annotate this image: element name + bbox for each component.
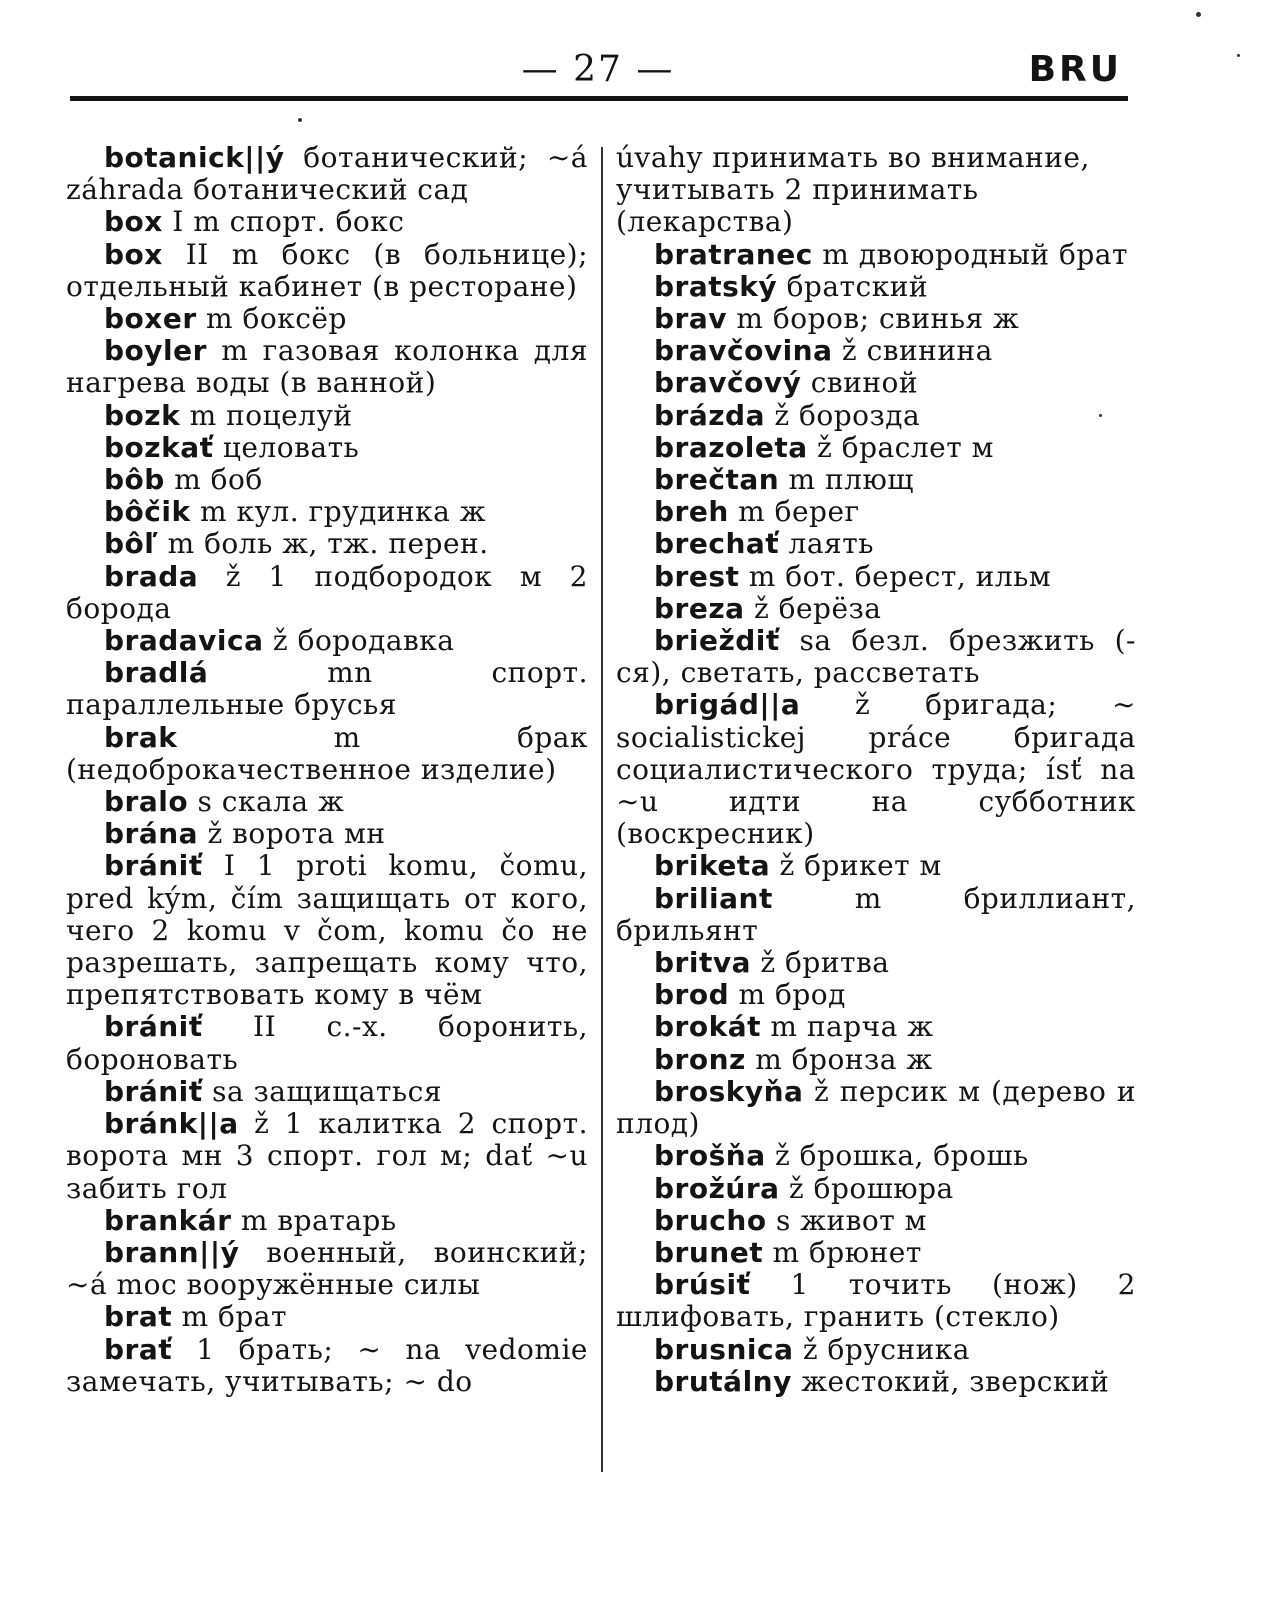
entry-headword: broskyňa xyxy=(654,1074,804,1108)
entry-headword: brann||ý xyxy=(104,1235,240,1269)
entry-definition: II с.-х. боронить, бороновать xyxy=(66,1010,588,1076)
dictionary-entry xyxy=(66,239,588,303)
dictionary-entry xyxy=(66,1301,588,1333)
print-speck xyxy=(1196,12,1201,17)
dictionary-entry xyxy=(66,1011,588,1075)
column-divider xyxy=(601,147,603,1472)
dictionary-entry xyxy=(66,142,588,206)
dictionary-entry xyxy=(616,335,1136,367)
continuation-text: úvahy принимать во внимание, учитывать 2 принимать (лекарства) xyxy=(616,141,1090,239)
dictionary-entry xyxy=(616,883,1136,947)
dictionary-entry xyxy=(66,561,588,625)
entry-definition: m брат xyxy=(172,1300,287,1334)
entry-headword: bravčový xyxy=(654,366,802,400)
entry-definition: m бриллиант, брильянт xyxy=(616,881,1136,947)
entry-headword: brúsiť xyxy=(654,1268,751,1302)
entry-headword: brucho xyxy=(654,1203,767,1237)
dictionary-entry xyxy=(66,818,588,850)
entry-headword: bozk xyxy=(104,398,181,432)
dictionary-entry xyxy=(616,271,1136,303)
entry-headword: brieždiť xyxy=(654,624,780,658)
entry-definition: ботанический; ∼á záhrada ботанический сад xyxy=(66,141,588,207)
entry-headword: brána xyxy=(104,817,199,851)
dictionary-entry xyxy=(66,303,588,335)
entry-headword: bratranec xyxy=(654,237,813,271)
entry-headword: brod xyxy=(654,978,730,1012)
print-speck xyxy=(298,118,302,122)
left-column xyxy=(66,142,588,1398)
entry-headword: brav xyxy=(654,302,727,336)
entry-definition: I 1 proti komu, čomu, pred kým, čím защищать от кого, чего 2 komu v čom, komu čo не разрешать, запрещать кому что, препятствовать кому в чём xyxy=(66,849,588,1012)
page-number: — 27 — xyxy=(521,49,675,90)
dictionary-entry xyxy=(616,1011,1136,1043)
print-speck xyxy=(1237,54,1240,57)
entry-definition: sa безл. брезжить (-ся), светать, рассветать xyxy=(616,624,1136,690)
entry-headword: brunet xyxy=(654,1235,764,1269)
entry-headword: brániť xyxy=(104,849,203,883)
entry-definition: ž 1 калитка 2 спорт. ворота мн 3 спорт. гол м; dať ∼u забить гол xyxy=(66,1107,588,1205)
entry-headword: boxer xyxy=(104,302,197,336)
entry-headword: botanick||ý xyxy=(104,141,285,174)
dictionary-entry xyxy=(66,722,588,786)
entry-headword: brázda xyxy=(654,398,765,432)
dictionary-entry xyxy=(66,1237,588,1301)
dictionary-entry xyxy=(616,625,1136,689)
entry-definition: sa защищаться xyxy=(202,1074,442,1108)
entry-definition: m поцелуй xyxy=(180,398,353,432)
dictionary-entry xyxy=(616,1044,1136,1076)
dictionary-entry xyxy=(66,400,588,432)
entry-definition: m берег xyxy=(728,495,860,529)
entry-definition: военный, воинский; ∼á moc вооружённые силы xyxy=(66,1235,588,1302)
entry-definition: m боль ж, тж. перен. xyxy=(158,527,489,561)
entry-definition: ž брошка, брошь xyxy=(765,1139,1029,1173)
entry-headword: brest xyxy=(654,559,740,593)
entry-definition: свиной xyxy=(801,366,919,400)
dictionary-entry xyxy=(616,528,1136,560)
dictionary-entry xyxy=(616,367,1136,399)
dictionary-entry xyxy=(66,1205,588,1237)
dictionary-entry xyxy=(616,1366,1136,1398)
entry-headword: brechať xyxy=(654,527,780,561)
entry-headword: brigád||a xyxy=(654,688,801,722)
entry-definition: ž бригада; ∼ socialistickej práce бригада социалистического труда; ísť na ∼u идти на субботник (воскресник) xyxy=(616,688,1136,851)
entry-headword: brada xyxy=(104,559,199,593)
entry-definition: s живот м xyxy=(766,1203,927,1237)
entry-headword: box xyxy=(104,205,163,239)
dictionary-entry xyxy=(66,496,588,528)
entry-definition: m парча ж xyxy=(761,1010,934,1044)
dictionary-entry xyxy=(616,979,1136,1011)
entry-headword: bôľ xyxy=(104,527,159,561)
entry-headword: bránk||a xyxy=(104,1107,239,1141)
entry-headword: bôb xyxy=(104,463,165,497)
dictionary-entry xyxy=(616,239,1136,271)
entry-definition: II m бокс (в больнице); отдельный кабинет (в ресторане) xyxy=(66,237,588,303)
entry-headword: brokát xyxy=(654,1010,761,1044)
left-entries xyxy=(66,142,588,1398)
dictionary-entry xyxy=(66,625,588,657)
entry-definition: s скала ж xyxy=(188,785,345,819)
dictionary-entry xyxy=(616,1173,1136,1205)
entry-headword: bravčovina xyxy=(654,334,833,368)
dictionary-entry xyxy=(66,1076,588,1108)
entry-definition: ž персик м (дерево и плод) xyxy=(616,1074,1136,1141)
dictionary-entry xyxy=(616,947,1136,979)
entry-definition: I m спорт. бокс xyxy=(162,205,405,239)
entry-definition: ž свинина xyxy=(832,334,993,368)
entry-headword: brazoleta xyxy=(654,430,808,464)
dictionary-entry xyxy=(66,432,588,464)
dictionary-entry xyxy=(66,206,588,238)
entry-headword: bradlá xyxy=(104,656,209,690)
entry-definition: m вратарь xyxy=(231,1203,397,1237)
entry-headword: brutálny xyxy=(654,1364,792,1398)
entry-definition: m газовая колонка для нагрева воды (в ванной) xyxy=(66,334,588,400)
dictionary-entry xyxy=(616,400,1136,432)
dictionary-entry xyxy=(66,786,588,818)
entry-definition: братский xyxy=(777,269,929,303)
entry-headword: brečtan xyxy=(654,463,780,497)
dictionary-entry xyxy=(66,335,588,399)
entry-definition: 1 брать; ∼ na vedomie замечать, учитывать; ∼ do xyxy=(66,1332,588,1398)
dictionary-entry xyxy=(616,1140,1136,1172)
dictionary-entry xyxy=(616,850,1136,882)
entry-headword: brať xyxy=(104,1332,173,1366)
dictionary-entry xyxy=(66,528,588,560)
entry-definition: ž браслет м xyxy=(807,430,994,464)
entry-headword: bralo xyxy=(104,785,189,819)
entry-headword: bradavica xyxy=(104,624,264,658)
entry-headword: brošňa xyxy=(654,1139,766,1173)
entry-headword: briliant xyxy=(654,881,773,915)
entry-headword: bronz xyxy=(654,1042,746,1076)
entry-definition: m брод xyxy=(729,978,846,1012)
dictionary-entry xyxy=(66,657,588,721)
dictionary-entry xyxy=(66,1108,588,1205)
right-entries xyxy=(616,239,1136,1398)
entry-definition: ž борозда xyxy=(764,398,921,432)
dictionary-entry xyxy=(616,593,1136,625)
entry-headword: britva xyxy=(654,946,751,980)
dictionary-entry xyxy=(616,1076,1136,1140)
entry-definition: ž бритва xyxy=(750,946,890,980)
entry-definition: m брюнет xyxy=(763,1235,922,1269)
entry-definition: ž берёза xyxy=(744,591,882,625)
entry-headword: brániť xyxy=(104,1074,203,1108)
entry-definition: m боров; свинья ж xyxy=(727,302,1020,336)
dictionary-entry xyxy=(616,432,1136,464)
entry-definition: m боксёр xyxy=(196,302,347,336)
entry-headword: breza xyxy=(654,591,745,625)
entry-headword: boyler xyxy=(104,334,207,368)
dictionary-entry xyxy=(66,1334,588,1398)
guide-word: BRU xyxy=(1028,49,1122,90)
entry-headword: brat xyxy=(104,1300,173,1334)
entry-definition: m двоюродный брат xyxy=(812,237,1128,271)
entry-headword: brankár xyxy=(104,1203,232,1237)
dictionary-entry xyxy=(616,1237,1136,1269)
dictionary-entry xyxy=(616,1205,1136,1237)
page-header xyxy=(70,42,1126,98)
dictionary-entry xyxy=(616,1269,1136,1333)
entry-definition: 1 точить (нож) 2 шлифовать, гранить (стекло) xyxy=(616,1268,1136,1334)
dictionary-entry xyxy=(616,561,1136,593)
dictionary-entry xyxy=(616,303,1136,335)
entry-headword: breh xyxy=(654,495,729,529)
entry-definition: ž 1 подбородок м 2 борода xyxy=(66,559,588,625)
dictionary-entry xyxy=(616,464,1136,496)
dictionary-entry xyxy=(66,850,588,1011)
entry-definition: m бот. берест, ильм xyxy=(739,559,1052,593)
dictionary-entry xyxy=(616,496,1136,528)
dictionary-entry xyxy=(616,1334,1136,1366)
header-rule xyxy=(70,96,1128,101)
entry-headword: brusnica xyxy=(654,1332,794,1366)
entry-headword: box xyxy=(104,237,163,271)
entry-definition: m плющ xyxy=(779,463,914,497)
entry-headword: bratský xyxy=(654,269,778,303)
entry-definition: целовать xyxy=(213,430,360,464)
entry-definition: ž брошюра xyxy=(779,1171,954,1205)
entry-headword: brániť xyxy=(104,1010,203,1044)
entry-definition: ž брикет м xyxy=(770,849,942,883)
entry-definition: ž брусника xyxy=(793,1332,970,1366)
entry-headword: bôčik xyxy=(104,495,191,529)
dictionary-entry xyxy=(66,464,588,496)
entry-definition: ž ворота мн xyxy=(198,817,386,851)
entry-definition: m кул. грудинка ж xyxy=(190,495,487,529)
entry-headword: brožúra xyxy=(654,1171,780,1205)
entry-definition: m боб xyxy=(164,463,263,497)
dictionary-entry xyxy=(616,689,1136,850)
entry-definition: лаять xyxy=(779,527,874,561)
entry-definition: mn спорт. параллельные брусья xyxy=(66,656,588,722)
entry-definition: ž бородавка xyxy=(263,624,455,658)
print-speck xyxy=(1099,414,1102,417)
entry-headword: brak xyxy=(104,720,178,754)
entry-headword: bozkať xyxy=(104,430,214,464)
right-column xyxy=(616,142,1136,1398)
entry-definition: m брак (недоброкачественное изделие) xyxy=(66,720,588,786)
entry-definition: m бронза ж xyxy=(745,1042,933,1076)
entry-definition: жестокий, зверский xyxy=(791,1364,1110,1398)
entry-headword: briketa xyxy=(654,849,771,883)
